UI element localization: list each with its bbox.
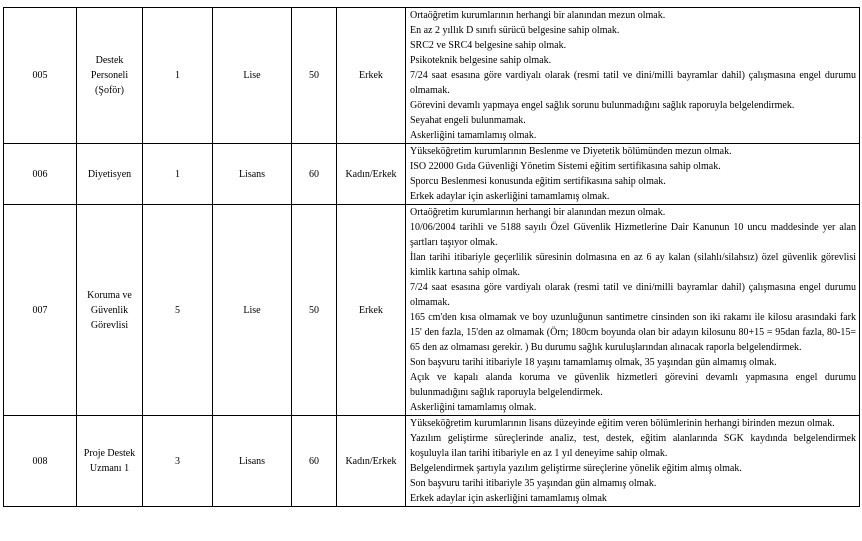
requirement-item: Psikoteknik belgesine sahip olmak. — [410, 55, 552, 66]
position-code: 008 — [4, 416, 77, 507]
requirement-item: Sporcu Beslenmesi konusunda eğitim sertifikasına sahip olmak. — [410, 176, 666, 187]
position-title-line: Destek — [95, 55, 124, 66]
table-row — [4, 205, 860, 416]
requirement-item: 165 cm'den kısa olmamak ve boy uzunluğunun santimetre cinsinden son iki rakamı ile kilosu arasındaki fark 15' den fazla, 15'den az olmamak (Örn; 180cm boyunda olan bir adayın kilosunu 80+15 = 95dan fazla, 80-15= 65 den az olmaması gerekir. ) Bu durumu sağlık kuruluşlarından alınacak raporla belgelendirmek. — [410, 312, 856, 353]
education-level: Lisans — [213, 416, 292, 507]
requirement-item: Yazılım geliştirme süreçlerinde analiz, test, destek, eğitim alanlarında SGK kaydında belgelendirmek koşuluyla ilan tarihi itibariyle en az 1 yıl deneyime sahip olmak. — [410, 433, 856, 459]
education-level: Lise — [213, 8, 292, 144]
gender: Kadın/Erkek — [337, 144, 406, 205]
requirement-item: 7/24 saat esasına göre vardiyalı olarak (resmi tatil ve dini/milli bayramlar dahil) çalışmasına engel durumu olmamak. — [410, 282, 856, 308]
position-count: 1 — [143, 144, 213, 205]
requirement-item: En az 2 yıllık D sınıfı sürücü belgesine sahip olmak. — [410, 25, 620, 36]
education-level: Lise — [213, 205, 292, 416]
requirements-cell — [406, 416, 860, 507]
requirement-item: İlan tarihi itibariyle geçerlilik süresinin dolmasına en az 6 ay kalan (silahlı/silahsız) özel güvenlik görevlisi kimlik kartına sahip olmak. — [410, 252, 856, 278]
table-row — [4, 144, 860, 205]
requirement-item: Seyahat engeli bulunmamak. — [410, 115, 526, 126]
gender: Erkek — [337, 8, 406, 144]
requirement-item: Erkek adaylar için askerliğini tamamlamış olmak. — [410, 191, 610, 202]
position-title-line: Koruma ve — [87, 289, 132, 301]
requirements-cell — [406, 8, 860, 144]
requirement-item: Ortaöğretim kurumlarının herhangi bir alanından mezun olmak. — [410, 207, 666, 218]
education-level: Lisans — [213, 144, 292, 205]
gender: Erkek — [337, 205, 406, 416]
requirements-cell — [406, 205, 860, 416]
position-code: 005 — [4, 8, 77, 144]
requirement-item: Görevini devamlı yapmaya engel sağlık sorunu bulunmadığını sağlık raporuyla belgelendirmek. — [410, 100, 795, 111]
position-title — [77, 8, 143, 144]
requirement-item: Belgelendirmek şartıyla yazılım geliştirme süreçlerine yönelik eğitim almış olmak. — [410, 463, 742, 474]
job-positions-table — [3, 7, 860, 507]
min-score: 50 — [292, 205, 337, 416]
position-title-line: Personeli — [90, 70, 129, 81]
position-count: 1 — [143, 8, 213, 144]
position-count: 3 — [143, 416, 213, 507]
gender: Kadın/Erkek — [337, 416, 406, 507]
position-title-line: Proje Destek — [83, 448, 136, 459]
position-title-line: (Şoför) — [95, 85, 124, 96]
position-code: 007 — [4, 205, 77, 416]
requirement-item: Yükseköğretim kurumlarının lisans düzeyinde eğitim veren bölümlerinin herhangi birinden mezun olmak. — [410, 418, 835, 429]
requirements-cell — [406, 144, 860, 205]
requirement-item: 10/06/2004 tarihli ve 5188 sayılı Özel Güvenlik Hizmetlerine Dair Kanunun 10 uncu maddesinde yer alan şartları taşıyor olmak. — [410, 222, 856, 248]
requirement-item: Erkek adaylar için askerliğini tamamlamış olmak — [410, 493, 607, 504]
table-row — [4, 8, 860, 144]
position-title — [77, 144, 143, 205]
position-count: 5 — [143, 205, 213, 416]
requirement-item: Son başvuru tarihi itibariyle 35 yaşından gün almamış olmak. — [410, 478, 657, 489]
position-title-line: Uzmanı 1 — [89, 463, 130, 474]
requirement-item: Askerliğini tamamlamış olmak. — [410, 130, 537, 141]
position-title — [77, 416, 143, 507]
requirement-item: Açık ve kapalı alanda koruma ve güvenlik hizmetleri görevini devamlı yapmasına engel durumu bulunmadığını sağlık raporuyla belgelendirmek. — [410, 372, 856, 398]
requirement-item: Son başvuru tarihi itibariyle 18 yaşını tamamlamış olmak, 35 yaşından gün almamış olmak. — [410, 357, 777, 368]
requirement-item: SRC2 ve SRC4 belgesine sahip olmak. — [410, 40, 567, 51]
min-score: 50 — [292, 8, 337, 144]
min-score: 60 — [292, 144, 337, 205]
position-title — [77, 205, 143, 416]
position-title-line: Görevlisi — [90, 319, 129, 331]
position-title-line: Güvenlik — [90, 304, 129, 316]
requirement-item: ISO 22000 Gıda Güvenliği Yönetim Sistemi eğitim sertifikasına sahip olmak. — [410, 161, 721, 172]
requirement-item: 7/24 saat esasına göre vardiyalı olarak (resmi tatil ve dini/milli bayramlar dahil) çalışmasına engel durumu olmamak. — [410, 70, 856, 96]
position-code: 006 — [4, 144, 77, 205]
min-score: 60 — [292, 416, 337, 507]
table-row — [4, 416, 860, 507]
requirement-item: Ortaöğretim kurumlarının herhangi bir alanından mezun olmak. — [410, 10, 666, 21]
requirement-item: Askerliğini tamamlamış olmak. — [410, 402, 537, 413]
requirement-item: Yükseköğretim kurumlarının Beslenme ve Diyetetik bölümünden mezun olmak. — [410, 146, 732, 157]
position-title-line: Diyetisyen — [87, 168, 132, 180]
